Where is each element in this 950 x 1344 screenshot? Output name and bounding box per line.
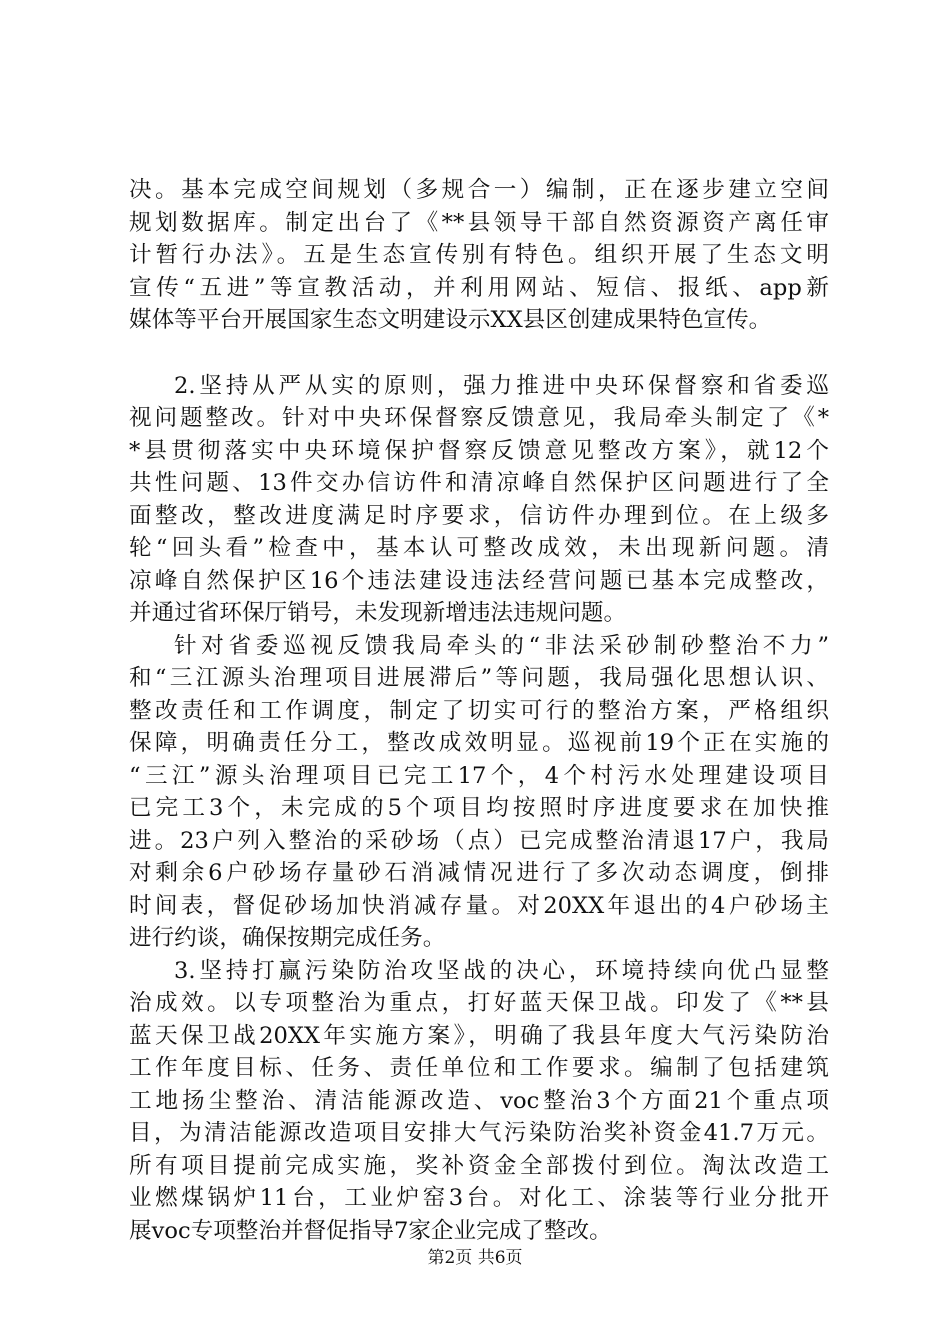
text-line: 对剩余6户砂场存量砂石消减情况进行了多次动态调度，倒排 bbox=[129, 860, 829, 886]
text-line: 决。基本完成空间规划（多规合一）编制，正在逐步建立空间 bbox=[129, 177, 829, 203]
text-line: 业燃煤锅炉11台，工业炉窑3台。对化工、涂装等行业分批开 bbox=[129, 1185, 829, 1211]
text-line: 已完工3个，未完成的5个项目均按照时序进度要求在加快推 bbox=[129, 795, 829, 821]
text-line: 工地扬尘整治、清洁能源改造、voc整治3个方面21个重点项 bbox=[129, 1087, 829, 1114]
page-number-footer: 第2页 共6页 bbox=[427, 1248, 523, 1268]
paragraph-gap bbox=[129, 337, 829, 370]
text-line: 展voc专项整治并督促指导7家企业完成了整改。 bbox=[129, 1217, 612, 1244]
text-line: 时间表，督促砂场加快消减存量。对20XX年退出的4户砂场主 bbox=[129, 892, 829, 919]
text-line: 面整改，整改进度满足时序要求，信访件办理到位。在上级多 bbox=[129, 502, 829, 529]
text-line: 进。23户列入整治的采砂场（点）已完成整治清退17户，我局 bbox=[129, 827, 829, 854]
text-line: 并通过省环保厅销号，未发现新增违法违规问题。 bbox=[129, 600, 627, 626]
text-line: 轮“回头看”检查中，基本认可整改成效，未出现新问题。清 bbox=[129, 535, 829, 561]
document-body bbox=[129, 174, 829, 1247]
text-line: 和“三江源头治理项目进展滞后”等问题，我局强化思想认识、 bbox=[129, 665, 829, 691]
text-line: 工作年度目标、任务、责任单位和工作要求。编制了包括建筑 bbox=[129, 1055, 829, 1081]
text-line: “三江”源头治理项目已完工17个，4个村污水处理建设项目 bbox=[129, 762, 829, 789]
text-line: *县贯彻落实中央环境保护督察反馈意见整改方案》，就12个 bbox=[129, 437, 829, 464]
text-line: 3.坚持打赢污染防治攻坚战的决心，环境持续向优凸显整 bbox=[174, 957, 829, 984]
text-line: 目，为清洁能源改造项目安排大气污染防治奖补资金41.7万元。 bbox=[129, 1120, 829, 1146]
text-line: 蓝天保卫战20XX年实施方案》，明确了我县年度大气污染防治 bbox=[129, 1022, 829, 1049]
text-line: 2.坚持从严从实的原则，强力推进中央环保督察和省委巡 bbox=[174, 372, 829, 399]
paragraph bbox=[129, 174, 829, 337]
paragraph bbox=[129, 630, 829, 955]
text-line: 计暂行办法》。五是生态宣传别有特色。组织开展了生态文明 bbox=[129, 242, 829, 268]
text-line: 治成效。以专项整治为重点，打好蓝天保卫战。印发了《**县 bbox=[129, 990, 829, 1016]
paragraph bbox=[129, 955, 829, 1248]
text-line: 凉峰自然保护区16个违法建设违法经营问题已基本完成整改， bbox=[129, 567, 829, 594]
text-line: 保障，明确责任分工，整改成效明显。巡视前19个正在实施的 bbox=[129, 730, 829, 756]
text-line: 规划数据库。制定出台了《**县领导干部自然资源资产离任审 bbox=[129, 209, 829, 236]
text-line: 所有项目提前完成实施，奖补资金全部拨付到位。淘汰改造工 bbox=[129, 1152, 829, 1179]
text-line: 视问题整改。针对中央环保督察反馈意见，我局牵头制定了《* bbox=[129, 405, 829, 431]
text-line: 媒体等平台开展国家生态文明建设示XX县区创建成果特色宣传。 bbox=[129, 307, 772, 333]
text-line: 宣传“五进”等宣教活动，并利用网站、短信、报纸、app新 bbox=[129, 274, 829, 301]
text-line: 进行约谈，确保按期完成任务。 bbox=[129, 925, 446, 951]
paragraph bbox=[129, 370, 829, 630]
text-line: 针对省委巡视反馈我局牵头的“非法采砂制砂整治不力” bbox=[174, 632, 829, 659]
text-line: 整改责任和工作调度，制定了切实可行的整治方案，严格组织 bbox=[129, 697, 829, 724]
text-line: 共性问题、13件交办信访件和清凉峰自然保护区问题进行了全 bbox=[129, 470, 829, 496]
